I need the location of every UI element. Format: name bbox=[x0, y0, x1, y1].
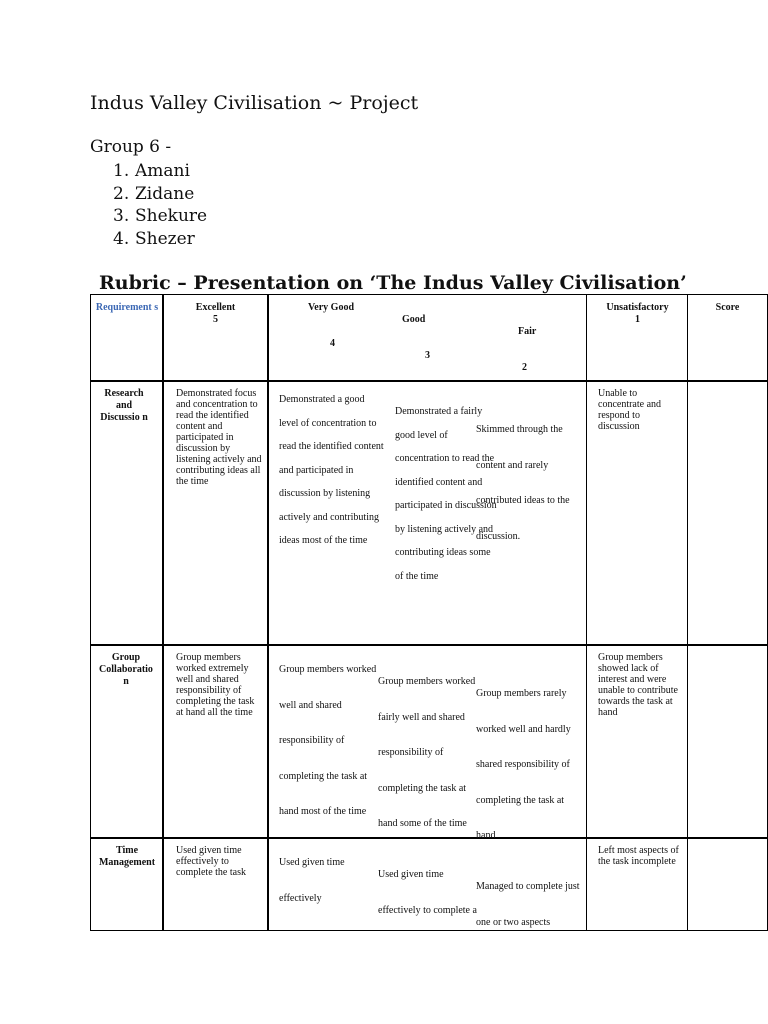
excellent-cell: Demonstrated focus and concentration to read the identified content and participated in discussion by listening actively and contributing ideas all the time bbox=[176, 388, 262, 487]
header-good: Good bbox=[402, 314, 426, 325]
very-good-cell: Group members worked well and shared responsibility of completing the task at hand most of the time bbox=[279, 664, 377, 817]
very-good-cell: Used given time effectively bbox=[279, 857, 345, 904]
row-divider bbox=[90, 644, 768, 646]
requirement-label: Group Collaboratio n bbox=[99, 652, 153, 687]
unsatisfactory-cell: Unable to concentrate and respond to discussion bbox=[598, 388, 662, 432]
header-unsatisfactory-score: 1 bbox=[635, 314, 640, 325]
header-unsatisfactory: Unsatisfactory bbox=[606, 302, 669, 313]
fair-cell: Group members rarely worked well and hardly shared responsibility of completing the task at hand bbox=[476, 688, 571, 841]
fair-cell: Managed to complete just one or two aspects bbox=[476, 881, 580, 928]
list-item: 3. Shekure bbox=[113, 206, 208, 226]
header-very-good: Very Good bbox=[308, 302, 355, 313]
good-cell: Group members worked fairly well and shared responsibility of completing the task at hand some of the time bbox=[378, 676, 476, 829]
good-cell: Used given time effectively to complete a bbox=[378, 869, 477, 916]
col-divider bbox=[90, 294, 91, 931]
list-item: 4. Shezer bbox=[113, 228, 195, 249]
header-score: Score bbox=[715, 302, 740, 313]
good-cell: Demonstrated a fairly good level of concentration to read the identified content and participated in discussion by listening actively and contributing ideas some of the time bbox=[395, 406, 497, 582]
requirement-label: Time Management bbox=[98, 845, 156, 868]
header-fair-score: 2 bbox=[522, 362, 527, 373]
list-item: 1. Amani bbox=[113, 161, 190, 181]
excellent-cell: Used given time effectively to complete the task bbox=[176, 845, 246, 878]
row-divider bbox=[90, 380, 768, 382]
col-divider bbox=[267, 294, 269, 931]
col-divider bbox=[687, 294, 688, 931]
header-fair: Fair bbox=[518, 326, 537, 337]
fair-cell: Skimmed through the content and rarely contributed ideas to the discussion. bbox=[476, 424, 570, 542]
header-requirements: Requirement s bbox=[95, 302, 159, 313]
col-divider bbox=[162, 294, 164, 931]
group-label: Group 6 - bbox=[90, 137, 172, 157]
document-title: Indus Valley Civilisation ~ Project bbox=[90, 92, 419, 114]
header-good-score: 3 bbox=[425, 350, 430, 361]
header-excellent-score: 5 bbox=[213, 314, 218, 325]
list-item: 2. Zidane bbox=[113, 183, 195, 204]
requirement-label: Research and Discussio n bbox=[100, 388, 148, 423]
header-very-good-score: 4 bbox=[330, 338, 335, 349]
unsatisfactory-cell: Left most aspects of the task incomplete bbox=[598, 845, 679, 867]
rubric-title: Rubric – Presentation on ‘The Indus Valley Civilisation’ bbox=[99, 272, 687, 294]
table-border-top bbox=[90, 294, 768, 295]
member-list bbox=[113, 160, 207, 250]
table-border-bottom bbox=[90, 930, 768, 931]
header-excellent: Excellent bbox=[195, 302, 236, 313]
rubric-table bbox=[90, 294, 768, 931]
excellent-cell: Group members worked extremely well and shared responsibility of completing the task at hand all the time bbox=[176, 652, 255, 718]
col-divider bbox=[586, 294, 587, 931]
very-good-cell: Demonstrated a good level of concentration to read the identified content and participated in discussion by listening actively and contributing ideas most of the time bbox=[279, 394, 384, 546]
unsatisfactory-cell: Group members showed lack of interest and were unable to contribute towards the task at hand bbox=[598, 652, 678, 718]
